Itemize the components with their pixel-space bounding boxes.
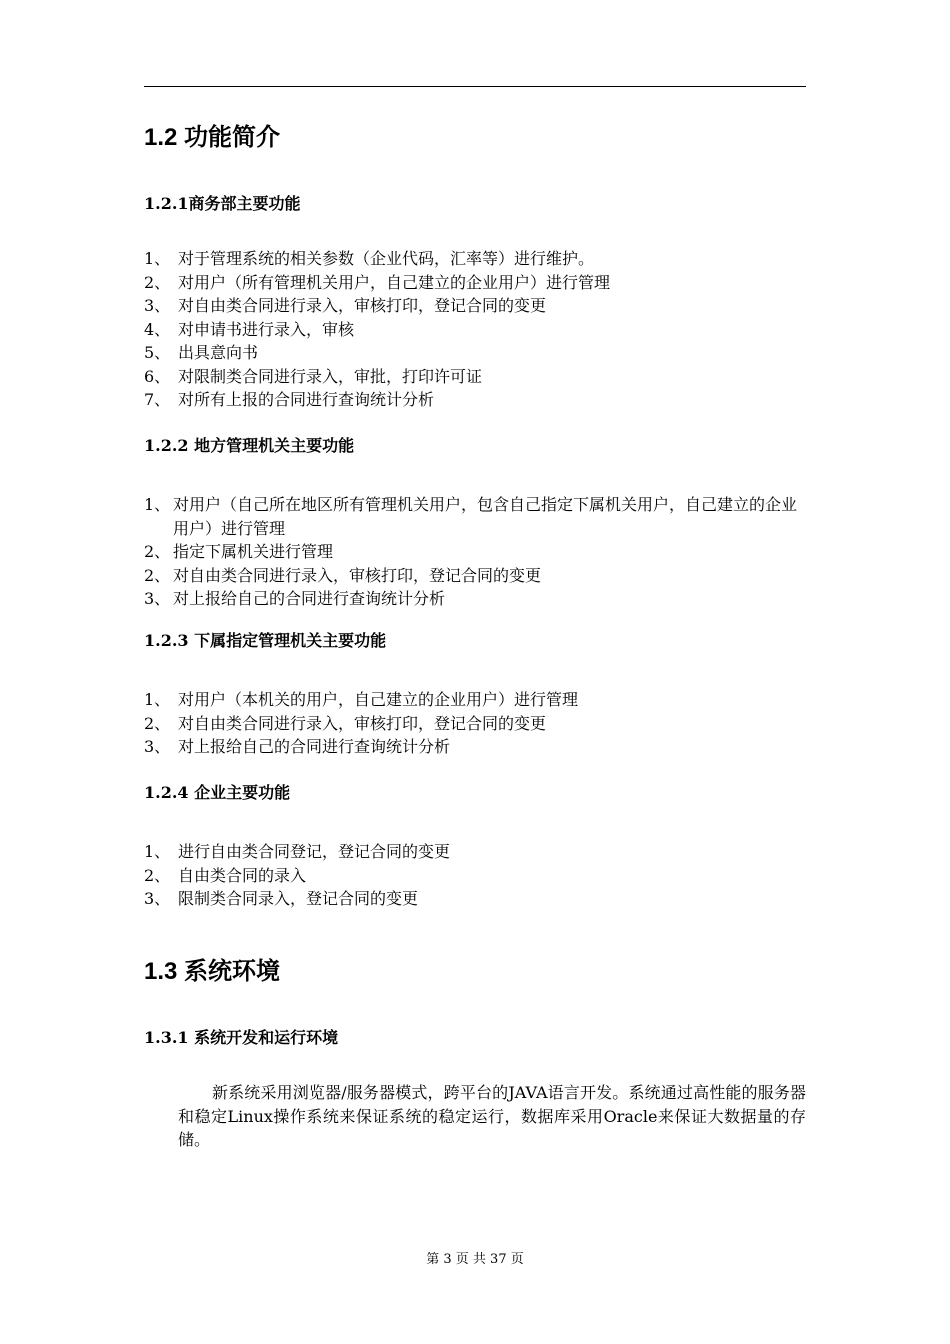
- list-item-number: 1、: [144, 690, 171, 709]
- list-item: [144, 840, 450, 864]
- section-heading-1-3: 1.3 系统环境: [144, 958, 281, 985]
- function-list-local-authority: [144, 493, 807, 611]
- list-item-text: 自由类合同的录入: [178, 865, 307, 885]
- list-item: [144, 564, 807, 588]
- list-item: [144, 247, 610, 271]
- list-item-number: 3、: [144, 589, 171, 608]
- page-footer: 第 3 页 共 37 页: [426, 1252, 524, 1267]
- function-list-subordinate-authority: [144, 688, 578, 759]
- list-item: [144, 365, 610, 389]
- list-item-text: 对用户（自己所在地区所有管理机关用户，包含自己指定下属机关用户，自己建立的企业用户）进行管理: [173, 495, 798, 538]
- list-item: [144, 587, 807, 611]
- list-item-text: 进行自由类合同登记，登记合同的变更: [178, 842, 451, 861]
- subsection-heading-1-3-1: 1.3.1 系统开发和运行环境: [144, 1028, 339, 1047]
- section-heading-1-2: 1.2 功能简介: [144, 124, 281, 151]
- list-item-number: 3、: [144, 889, 171, 908]
- list-item-number: 4、: [144, 319, 171, 339]
- list-item-number: 2、: [144, 713, 171, 733]
- list-item: [144, 887, 450, 911]
- subsection-heading-1-2-4: 1.2.4 企业主要功能: [144, 783, 291, 802]
- function-list-ministry: [144, 247, 610, 412]
- list-item-number: 1、: [144, 842, 171, 861]
- list-item-text: 对自由类合同进行录入，审核打印，登记合同的变更: [173, 565, 542, 585]
- list-item-text: 限制类合同录入，登记合同的变更: [178, 889, 419, 908]
- list-item-text: 对用户（本机关的用户，自己建立的企业用户）进行管理: [178, 690, 579, 709]
- list-item-text: 指定下属机关进行管理: [173, 542, 334, 561]
- list-item-text: 对上报给自己的合同进行查询统计分析: [173, 589, 446, 608]
- list-item: [144, 735, 578, 759]
- list-item: [144, 271, 610, 295]
- list-item-number: 3、: [144, 737, 171, 756]
- list-item-number: 1、: [144, 495, 171, 514]
- list-item: [144, 318, 610, 342]
- subsection-heading-1-2-2: 1.2.2 地方管理机关主要功能: [144, 436, 355, 455]
- list-item-text: 对上报给自己的合同进行查询统计分析: [178, 737, 451, 756]
- list-item-text: 对自由类合同进行录入，审核打印，登记合同的变更: [178, 296, 547, 315]
- list-item: [144, 540, 807, 564]
- list-item: [144, 864, 450, 888]
- header-rule: [144, 86, 806, 87]
- list-item-number: 2、: [144, 565, 171, 585]
- list-item-number: 3、: [144, 296, 171, 315]
- list-item: [144, 688, 578, 712]
- list-item-number: 7、: [144, 390, 171, 409]
- environment-paragraph: 新系统采用浏览器/服务器模式，跨平台的JAVA语言开发。系统通过高性能的服务器和稳定Linux操作系统来保证系统的稳定运行，数据库采用Oracle来保证大数据量的存储。: [178, 1083, 806, 1149]
- list-item-text: 对自由类合同进行录入，审核打印，登记合同的变更: [178, 713, 547, 733]
- list-item-text: 出具意向书: [178, 343, 259, 362]
- list-item: [144, 341, 610, 365]
- list-item-number: 5、: [144, 343, 171, 362]
- list-item-number: 1、: [144, 249, 171, 268]
- list-item-text: 对于管理系统的相关参数（企业代码，汇率等）进行维护。: [178, 249, 595, 268]
- subsection-heading-1-2-3: 1.2.3 下属指定管理机关主要功能: [144, 631, 387, 650]
- list-item-number: 2、: [144, 272, 171, 292]
- list-item: [144, 493, 807, 540]
- list-item-text: 对所有上报的合同进行查询统计分析: [178, 390, 435, 409]
- list-item-text: 对申请书进行录入，审核: [178, 319, 355, 339]
- subsection-heading-1-2-1: 1.2.1商务部主要功能: [144, 194, 301, 213]
- list-item-number: 6、: [144, 366, 171, 386]
- list-item: [144, 712, 578, 736]
- list-item-text: 对用户（所有管理机关用户，自己建立的企业用户）进行管理: [178, 272, 611, 292]
- list-item-text: 对限制类合同进行录入，审批，打印许可证: [178, 366, 483, 386]
- list-item: [144, 388, 610, 412]
- list-item-number: 2、: [144, 542, 171, 561]
- function-list-enterprise: [144, 840, 450, 911]
- list-item-number: 2、: [144, 865, 171, 885]
- list-item: [144, 294, 610, 318]
